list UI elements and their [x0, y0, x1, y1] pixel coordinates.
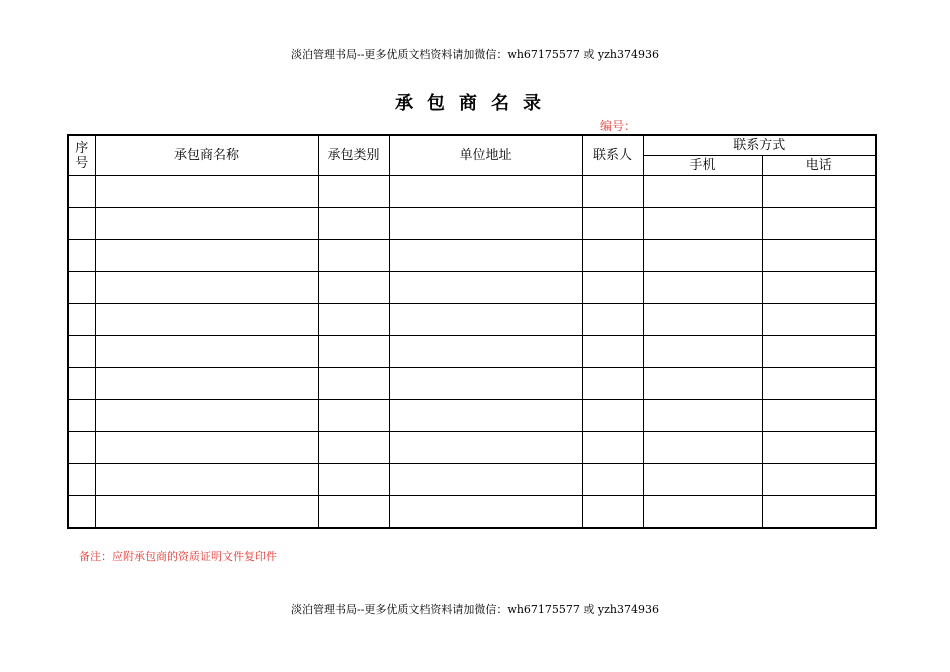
table-cell[interactable] — [318, 368, 389, 400]
table-cell[interactable] — [389, 368, 582, 400]
table-cell[interactable] — [643, 176, 762, 208]
table-cell[interactable] — [389, 336, 582, 368]
table-cell[interactable] — [762, 240, 876, 272]
table-cell[interactable] — [582, 240, 643, 272]
table-cell[interactable] — [318, 496, 389, 529]
header-contact-person: 联系人 — [582, 135, 643, 176]
table-cell[interactable] — [582, 336, 643, 368]
header-address: 单位地址 — [389, 135, 582, 176]
table-cell[interactable] — [582, 432, 643, 464]
table-cell[interactable] — [318, 240, 389, 272]
table-row — [68, 432, 876, 464]
table-cell[interactable] — [762, 368, 876, 400]
table-row — [68, 304, 876, 336]
table-cell[interactable] — [68, 496, 95, 529]
table-cell[interactable] — [68, 240, 95, 272]
table-cell[interactable] — [95, 272, 318, 304]
table-body — [68, 176, 876, 529]
footer-note: 淡泊管理书局--更多优质文档资料请加微信：wh67175577 或 yzh374936 — [291, 603, 659, 616]
table-cell[interactable] — [762, 400, 876, 432]
table-cell[interactable] — [762, 464, 876, 496]
table-cell[interactable] — [318, 400, 389, 432]
table-cell[interactable] — [95, 496, 318, 529]
table-cell[interactable] — [582, 496, 643, 529]
table-cell[interactable] — [95, 176, 318, 208]
table-cell[interactable] — [643, 240, 762, 272]
table-row — [68, 272, 876, 304]
table-cell[interactable] — [318, 336, 389, 368]
table-cell[interactable] — [95, 400, 318, 432]
table-cell[interactable] — [389, 176, 582, 208]
header-contract-type: 承包类别 — [318, 135, 389, 176]
table-cell[interactable] — [643, 400, 762, 432]
table-cell[interactable] — [762, 336, 876, 368]
table-cell[interactable] — [582, 272, 643, 304]
table-cell[interactable] — [762, 208, 876, 240]
table-cell[interactable] — [389, 304, 582, 336]
table-cell[interactable] — [68, 464, 95, 496]
table-cell[interactable] — [318, 176, 389, 208]
table-cell[interactable] — [95, 432, 318, 464]
contractor-table — [67, 134, 877, 529]
table-row — [68, 208, 876, 240]
table-cell[interactable] — [643, 272, 762, 304]
table-cell[interactable] — [95, 208, 318, 240]
table-cell[interactable] — [582, 464, 643, 496]
table-row — [68, 368, 876, 400]
table-cell[interactable] — [68, 400, 95, 432]
table-cell[interactable] — [389, 432, 582, 464]
table-cell[interactable] — [643, 336, 762, 368]
table-cell[interactable] — [643, 464, 762, 496]
table-cell[interactable] — [68, 304, 95, 336]
table-cell[interactable] — [318, 304, 389, 336]
table-cell[interactable] — [68, 176, 95, 208]
table-cell[interactable] — [318, 432, 389, 464]
table-cell[interactable] — [318, 208, 389, 240]
header-seq-line1: 序 — [75, 140, 89, 156]
remark-note: 备注：应附承包商的资质证明文件复印件 — [79, 550, 277, 563]
table-cell[interactable] — [389, 240, 582, 272]
table-cell[interactable] — [389, 208, 582, 240]
table-cell[interactable] — [389, 400, 582, 432]
table-cell[interactable] — [643, 432, 762, 464]
table-row — [68, 336, 876, 368]
header-phone: 电话 — [762, 156, 876, 176]
header-contact-method: 联系方式 — [643, 135, 876, 156]
table-cell[interactable] — [95, 240, 318, 272]
table-row — [68, 176, 876, 208]
table-cell[interactable] — [582, 400, 643, 432]
table-cell[interactable] — [68, 432, 95, 464]
table-cell[interactable] — [95, 464, 318, 496]
table-cell[interactable] — [582, 304, 643, 336]
table-cell[interactable] — [68, 208, 95, 240]
table-row — [68, 400, 876, 432]
table-row — [68, 464, 876, 496]
table-cell[interactable] — [95, 368, 318, 400]
table-cell[interactable] — [582, 176, 643, 208]
table-cell[interactable] — [68, 368, 95, 400]
header-seq — [68, 135, 95, 176]
header-mobile: 手机 — [643, 156, 762, 176]
number-label: 编号： — [600, 119, 637, 133]
table-cell[interactable] — [582, 208, 643, 240]
table-cell[interactable] — [762, 304, 876, 336]
table-cell[interactable] — [762, 176, 876, 208]
table-cell[interactable] — [389, 496, 582, 529]
table-cell[interactable] — [68, 336, 95, 368]
table-cell[interactable] — [318, 272, 389, 304]
table-cell[interactable] — [389, 464, 582, 496]
table-row — [68, 496, 876, 529]
table-cell[interactable] — [762, 496, 876, 529]
header-seq-line2: 号 — [75, 155, 89, 171]
header-contractor-name: 承包商名称 — [95, 135, 318, 176]
page-title: 承包商名录 — [395, 93, 555, 114]
table-cell[interactable] — [643, 208, 762, 240]
table-row — [68, 240, 876, 272]
table-cell[interactable] — [762, 272, 876, 304]
table-cell[interactable] — [95, 336, 318, 368]
table-cell[interactable] — [643, 496, 762, 529]
table-cell[interactable] — [95, 304, 318, 336]
table-cell[interactable] — [389, 272, 582, 304]
table-cell[interactable] — [68, 272, 95, 304]
header-note: 淡泊管理书局--更多优质文档资料请加微信：wh67175577 或 yzh374936 — [291, 48, 659, 61]
table-cell[interactable] — [643, 368, 762, 400]
table-cell[interactable] — [762, 432, 876, 464]
table-cell[interactable] — [318, 464, 389, 496]
table-cell[interactable] — [643, 304, 762, 336]
table-cell[interactable] — [582, 368, 643, 400]
